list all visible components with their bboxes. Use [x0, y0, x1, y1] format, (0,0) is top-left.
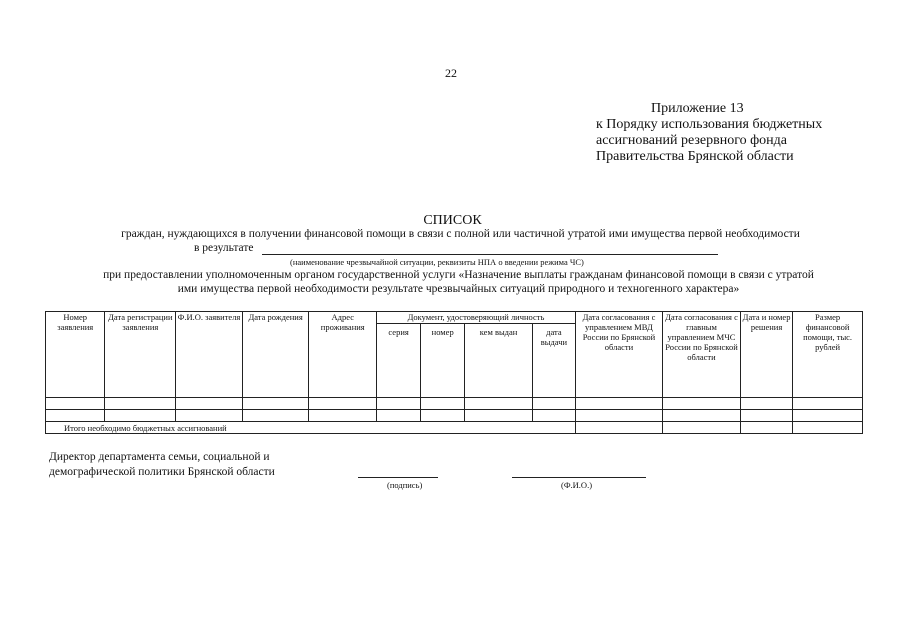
appendix-line: ассигнований резервного фонда — [596, 133, 788, 148]
table-row — [46, 410, 863, 422]
emergency-name-line — [262, 254, 718, 255]
signature-line — [358, 477, 438, 478]
result-label: в результате — [194, 242, 254, 254]
npa-caption: (наименование чрезвычайной ситуации, реквизиты НПА о введении режима ЧС) — [290, 257, 584, 267]
col-header-amount: Размер финансовой помощи, тыс. рублей — [793, 312, 863, 398]
col-header-mchs-date: Дата согласования с главным управлением МЧС России по Брянской области — [663, 312, 741, 398]
table-row — [46, 398, 863, 410]
total-label: Итого необходимо бюджетных ассигнований — [46, 422, 576, 434]
name-line — [512, 477, 646, 478]
appendix-line: Правительства Брянской области — [596, 149, 794, 164]
col-header-birth-date: Дата рождения — [242, 312, 309, 398]
provision-text-line: ими имущества первой необходимости результате чрезвычайных ситуаций природного и техногенного характера» — [177, 283, 740, 295]
signer-position: Директор департамента семьи, социальной и демографической политики Брянской области — [49, 451, 275, 478]
col-header-doc-series: серия — [377, 324, 421, 398]
citizens-table — [45, 311, 863, 434]
table-total-row — [46, 422, 863, 434]
col-header-doc-issued-by: кем выдан — [465, 324, 533, 398]
col-header-reg-date: Дата регистрации заявления — [105, 312, 176, 398]
signature-caption: (подпись) — [387, 480, 423, 490]
col-header-mvd-date: Дата согласования с управлением МВД России по Брянской области — [575, 312, 662, 398]
list-title: СПИСОК — [423, 213, 482, 228]
table-header-row — [46, 312, 863, 324]
list-subtitle: граждан, нуждающихся в получении финансовой помощи в связи с полной или частичной утратой ими имущества первой необходимости — [121, 228, 800, 240]
name-caption: (Ф.И.О.) — [561, 480, 593, 490]
provision-text-line: при предоставлении уполномоченным органом государственной услуги «Назначение выплаты гражданам финансовой помощи в связи с утратой — [103, 269, 814, 281]
col-header-doc-number: номер — [421, 324, 465, 398]
col-header-address: Адрес проживания — [309, 312, 377, 398]
page-number: 22 — [445, 66, 457, 80]
col-header-document: Документ, удостоверяющий личность — [377, 312, 576, 324]
appendix-line: к Порядку использования бюджетных — [596, 117, 823, 132]
col-header-doc-issue-date: дата выдачи — [532, 324, 575, 398]
col-header-decision: Дата и номер решения — [740, 312, 792, 398]
col-header-fio: Ф.И.О. заявителя — [176, 312, 243, 398]
appendix-title: Приложение 13 — [651, 101, 744, 116]
col-header-number: Номер заявления — [46, 312, 105, 398]
